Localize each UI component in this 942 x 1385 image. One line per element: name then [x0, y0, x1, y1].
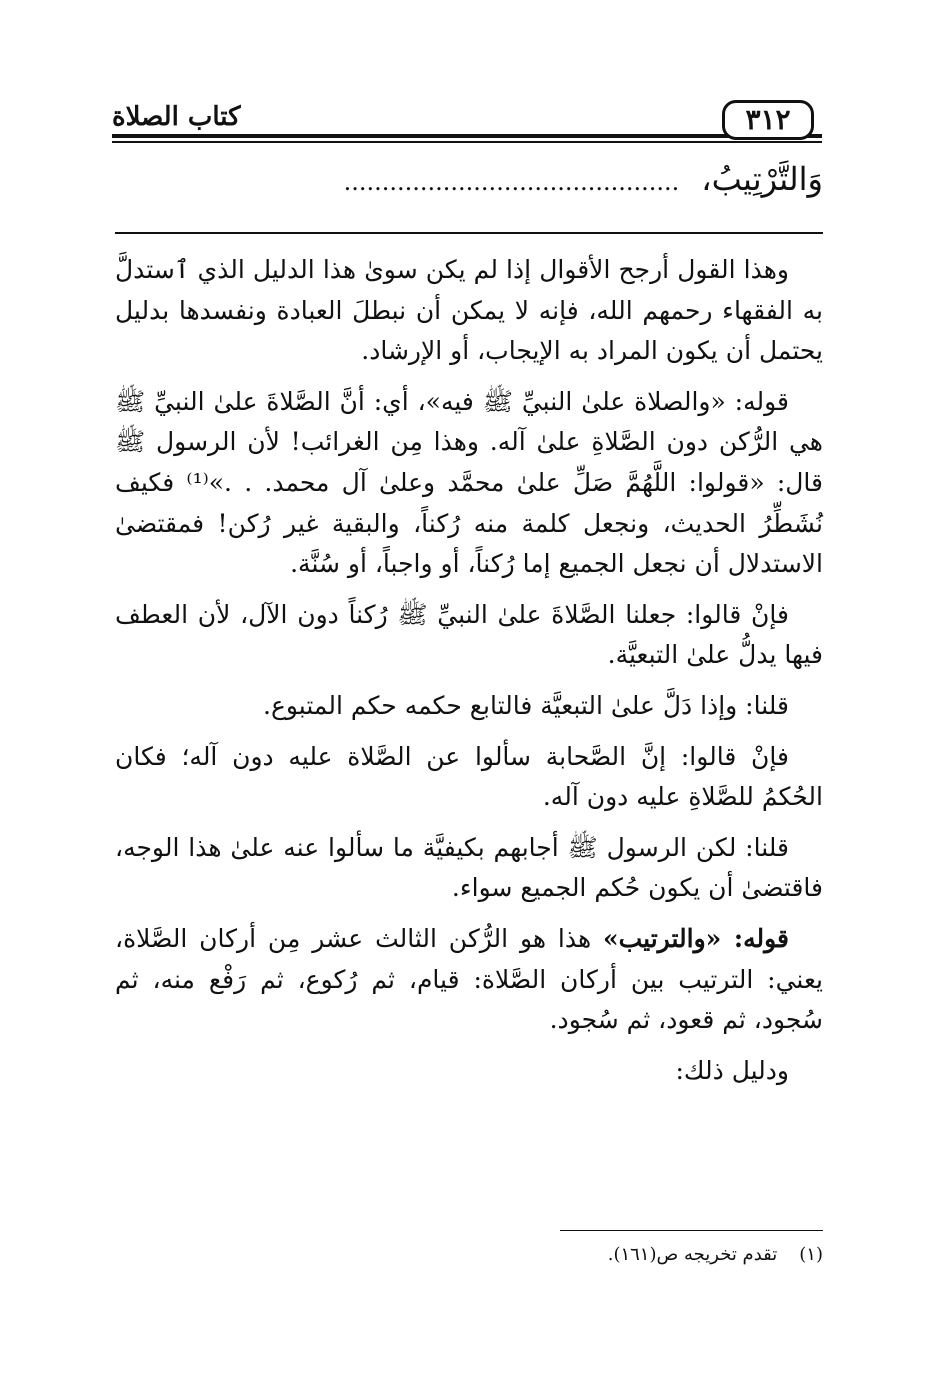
header-rule-thick — [112, 134, 822, 138]
footnote-text: تقدم تخريجه ص(١٦١). — [607, 1244, 778, 1265]
paragraph: وهذا القول أرجح الأقوال إذا لم يكن سوىٰ هذا الدليل الذي ٱستدلَّ به الفقهاء رحمهم الله، فإنه لا يمكن أن نبطلَ العبادة ونفسدها بدليل يحتمل أن يكون المراد به الإيجاب، أو الإرشاد. — [115, 255, 823, 366]
paragraph: قوله: «والترتيب» هذا هو الرُّكن الثالث عشر مِن أركان الصَّلاة، يعني: الترتيب بين أركان الصَّلاة: قيام، ثم رُكوع، ثم رَفْع منه، ثم سُجود، ثم قعود، ثم سُجود. — [115, 923, 823, 1035]
paragraph: قوله: «والصلاة علىٰ النبيِّ ﷺ فيه»، أي: أنَّ الصَّلاةَ علىٰ النبيِّ ﷺ هي الرُّكن دون الصَّلاةِ علىٰ آله. وهذا مِن الغرائب! لأن الرسول ﷺ قال: «قولوا: اللَّهُمَّ صَلِّ علىٰ محمَّد وعلىٰ آل محمد. . .»⁽¹⁾ فكيف نُشَطِّرُ الحديث، ونجعل كلمة منه رُكناً، والبقية غير رُكن! فمقتضىٰ الاستدلال أن نجعل الجميع إما رُكناً، أو واجباً، أو سُنَّة. — [115, 386, 823, 579]
page-header — [112, 100, 822, 146]
book-title: كتاب الصلاة — [112, 102, 241, 132]
paragraph: قلنا: لكن الرسول ﷺ أجابهم بكيفيَّة ما سألوا عنه علىٰ هذا الوجه، فاقتضىٰ أن يكون حُكم الجميع سواء. — [115, 832, 823, 903]
matn-separator — [115, 232, 823, 234]
paragraph: فإنْ قالوا: جعلنا الصَّلاةَ علىٰ النبيِّ ﷺ رُكناً دون الآل، لأن العطف فيها يدلُّ علىٰ التبعيَّة. — [115, 599, 823, 670]
matn-dots: ............................................ — [343, 168, 680, 196]
footnote-separator — [560, 1230, 823, 1231]
footnote-marker: (١) — [799, 1244, 823, 1265]
bold-lemma: قوله: «والترتيب» — [603, 923, 789, 953]
paragraph: فإنْ قالوا: إنَّ الصَّحابة سألوا عن الصَّلاة عليه دون آله؛ فكان الحُكمُ للصَّلاةِ عليه دون آله. — [115, 741, 823, 812]
paragraph: ودليل ذلك: — [675, 1055, 789, 1085]
paragraph: قلنا: وإذا دَلَّ علىٰ التبعيَّة فالتابع حكمه حكم المتبوع. — [263, 690, 789, 720]
footnote — [420, 1244, 823, 1265]
header-rule-thin — [112, 141, 822, 143]
commentary-body — [115, 250, 823, 1101]
matn-text: وَالتَّرْتِيبُ، — [701, 160, 823, 198]
page-number: ٣١٢ — [722, 100, 814, 140]
matn-line — [115, 160, 823, 210]
